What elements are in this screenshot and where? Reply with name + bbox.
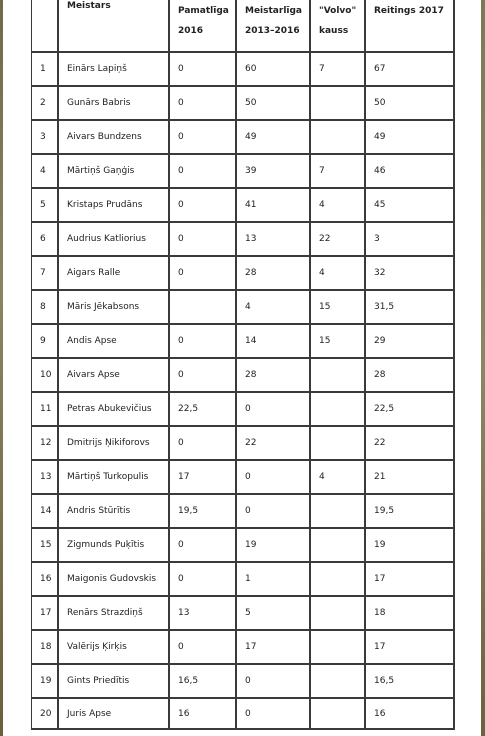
- cell-meistarliga-2013-2016: 19: [237, 529, 311, 563]
- cell-reitings-2017: 67: [366, 53, 455, 87]
- cell-volvo-kauss: 4: [311, 461, 366, 495]
- cell-reitings-2017: 3: [366, 223, 455, 257]
- cell-number: 18: [32, 631, 59, 665]
- table-row: [32, 665, 455, 699]
- cell-volvo-kauss: 4: [311, 189, 366, 223]
- cell-number: 16: [32, 563, 59, 597]
- cell-reitings-2017: 18: [366, 597, 455, 631]
- cell-reitings-2017: 17: [366, 563, 455, 597]
- cell-reitings-2017: 19,5: [366, 495, 455, 529]
- cell-number: 15: [32, 529, 59, 563]
- table-row: [32, 291, 455, 325]
- cell-pamatliga-2016: 22,5: [170, 393, 237, 427]
- cell-volvo-kauss: 7: [311, 53, 366, 87]
- ranking-table: [31, 0, 455, 730]
- header-volvo: [311, 0, 366, 53]
- cell-volvo-kauss: [311, 359, 366, 393]
- cell-pamatliga-2016: 17: [170, 461, 237, 495]
- cell-pamatliga-2016: 0: [170, 121, 237, 155]
- header-reitings: Reitings 2017: [366, 0, 455, 53]
- cell-volvo-kauss: [311, 597, 366, 631]
- cell-meistarliga-2013-2016: 0: [237, 699, 311, 730]
- cell-meistars: Mārtiņš Gaņģis: [59, 155, 170, 189]
- cell-pamatliga-2016: 0: [170, 427, 237, 461]
- cell-pamatliga-2016: 0: [170, 359, 237, 393]
- cell-meistarliga-2013-2016: 50: [237, 87, 311, 121]
- cell-volvo-kauss: 15: [311, 291, 366, 325]
- cell-meistars: Einārs Lapiņš: [59, 53, 170, 87]
- table-row: [32, 53, 455, 87]
- cell-volvo-kauss: [311, 393, 366, 427]
- cell-meistarliga-2013-2016: 0: [237, 495, 311, 529]
- cell-reitings-2017: 50: [366, 87, 455, 121]
- cell-number: 3: [32, 121, 59, 155]
- header-volvo-line2: kauss: [319, 26, 349, 36]
- cell-meistars: Petras Abukevičius: [59, 393, 170, 427]
- cell-pamatliga-2016: 0: [170, 155, 237, 189]
- cell-meistarliga-2013-2016: 22: [237, 427, 311, 461]
- cell-number: 6: [32, 223, 59, 257]
- cell-number: 1: [32, 53, 59, 87]
- cell-volvo-kauss: [311, 563, 366, 597]
- cell-reitings-2017: 29: [366, 325, 455, 359]
- cell-meistars: Gints Priedītis: [59, 665, 170, 699]
- cell-pamatliga-2016: 16: [170, 699, 237, 730]
- cell-meistarliga-2013-2016: 28: [237, 359, 311, 393]
- cell-reitings-2017: 45: [366, 189, 455, 223]
- cell-pamatliga-2016: 0: [170, 631, 237, 665]
- cell-pamatliga-2016: 0: [170, 87, 237, 121]
- cell-pamatliga-2016: 0: [170, 529, 237, 563]
- cell-volvo-kauss: [311, 631, 366, 665]
- cell-reitings-2017: 32: [366, 257, 455, 291]
- cell-meistars: Valērijs Ķirķis: [59, 631, 170, 665]
- cell-meistarliga-2013-2016: 14: [237, 325, 311, 359]
- table-row: [32, 359, 455, 393]
- cell-number: 20: [32, 699, 59, 730]
- cell-meistars: Aigars Ralle: [59, 257, 170, 291]
- cell-meistarliga-2013-2016: 4: [237, 291, 311, 325]
- header-meistarliga: [237, 0, 311, 53]
- header-pamatliga-line1: Pamatlīga: [178, 6, 229, 16]
- cell-pamatliga-2016: 16,5: [170, 665, 237, 699]
- header-number: [32, 0, 59, 53]
- cell-number: 17: [32, 597, 59, 631]
- cell-pamatliga-2016: 0: [170, 563, 237, 597]
- cell-reitings-2017: 46: [366, 155, 455, 189]
- cell-number: 7: [32, 257, 59, 291]
- table-row: [32, 699, 455, 730]
- cell-volvo-kauss: [311, 87, 366, 121]
- cell-meistarliga-2013-2016: 49: [237, 121, 311, 155]
- cell-volvo-kauss: 7: [311, 155, 366, 189]
- page-edge-left: [0, 0, 3, 736]
- cell-pamatliga-2016: 0: [170, 223, 237, 257]
- cell-meistars: Māris Jēkabsons: [59, 291, 170, 325]
- cell-reitings-2017: 31,5: [366, 291, 455, 325]
- cell-reitings-2017: 21: [366, 461, 455, 495]
- cell-number: 11: [32, 393, 59, 427]
- cell-meistarliga-2013-2016: 41: [237, 189, 311, 223]
- cell-reitings-2017: 17: [366, 631, 455, 665]
- cell-pamatliga-2016: 0: [170, 53, 237, 87]
- cell-meistars: Juris Apse: [59, 699, 170, 730]
- cell-meistars: Mārtiņš Turkopulis: [59, 461, 170, 495]
- header-meistarliga-line2: 2013–2016: [245, 26, 300, 36]
- cell-volvo-kauss: [311, 495, 366, 529]
- cell-reitings-2017: 22,5: [366, 393, 455, 427]
- cell-meistars: Aivars Bundzens: [59, 121, 170, 155]
- table-row: [32, 155, 455, 189]
- cell-reitings-2017: 16: [366, 699, 455, 730]
- cell-meistarliga-2013-2016: 0: [237, 461, 311, 495]
- table-row: [32, 461, 455, 495]
- cell-pamatliga-2016: 13: [170, 597, 237, 631]
- cell-meistarliga-2013-2016: 5: [237, 597, 311, 631]
- cell-reitings-2017: 49: [366, 121, 455, 155]
- cell-reitings-2017: 22: [366, 427, 455, 461]
- header-meistars: Meistars: [59, 0, 170, 53]
- table-row: [32, 223, 455, 257]
- cell-volvo-kauss: [311, 427, 366, 461]
- cell-reitings-2017: 28: [366, 359, 455, 393]
- cell-meistars: Maigonis Gudovskis: [59, 563, 170, 597]
- header-volvo-line1: "Volvo": [319, 6, 357, 16]
- cell-volvo-kauss: [311, 121, 366, 155]
- cell-volvo-kauss: 22: [311, 223, 366, 257]
- cell-volvo-kauss: 4: [311, 257, 366, 291]
- table-row: [32, 597, 455, 631]
- cell-volvo-kauss: [311, 529, 366, 563]
- cell-meistars: Gunārs Babris: [59, 87, 170, 121]
- header-pamatliga: [170, 0, 237, 53]
- cell-meistarliga-2013-2016: 60: [237, 53, 311, 87]
- cell-pamatliga-2016: [170, 291, 237, 325]
- table-row: [32, 495, 455, 529]
- cell-pamatliga-2016: 19,5: [170, 495, 237, 529]
- cell-meistars: Audrius Katliorius: [59, 223, 170, 257]
- cell-meistarliga-2013-2016: 28: [237, 257, 311, 291]
- table-row: [32, 87, 455, 121]
- header-meistarliga-line1: Meistarlīga: [245, 6, 303, 16]
- cell-meistars: Andis Apse: [59, 325, 170, 359]
- cell-meistars: Aivars Apse: [59, 359, 170, 393]
- cell-number: 8: [32, 291, 59, 325]
- cell-number: 12: [32, 427, 59, 461]
- cell-meistars: Renārs Strazdiņš: [59, 597, 170, 631]
- cell-meistarliga-2013-2016: 17: [237, 631, 311, 665]
- table-row: [32, 563, 455, 597]
- cell-meistarliga-2013-2016: 0: [237, 665, 311, 699]
- cell-volvo-kauss: [311, 699, 366, 730]
- cell-number: 13: [32, 461, 59, 495]
- table-row: [32, 631, 455, 665]
- cell-number: 4: [32, 155, 59, 189]
- table-row: [32, 427, 455, 461]
- cell-meistarliga-2013-2016: 39: [237, 155, 311, 189]
- cell-number: 19: [32, 665, 59, 699]
- cell-meistars: Zigmunds Puķītis: [59, 529, 170, 563]
- cell-reitings-2017: 19: [366, 529, 455, 563]
- cell-pamatliga-2016: 0: [170, 189, 237, 223]
- table-row: [32, 325, 455, 359]
- table-row: [32, 393, 455, 427]
- ranking-table-container: [31, 0, 454, 730]
- table-row: [32, 121, 455, 155]
- cell-volvo-kauss: [311, 665, 366, 699]
- cell-pamatliga-2016: 0: [170, 257, 237, 291]
- cell-number: 10: [32, 359, 59, 393]
- cell-reitings-2017: 16,5: [366, 665, 455, 699]
- cell-number: 5: [32, 189, 59, 223]
- table-header-row: [32, 0, 455, 53]
- cell-meistars: Kristaps Prudāns: [59, 189, 170, 223]
- table-body: [32, 53, 455, 730]
- cell-number: 2: [32, 87, 59, 121]
- cell-meistarliga-2013-2016: 1: [237, 563, 311, 597]
- cell-meistarliga-2013-2016: 0: [237, 393, 311, 427]
- cell-meistars: Dmitrijs Ņikiforovs: [59, 427, 170, 461]
- table-row: [32, 529, 455, 563]
- cell-number: 14: [32, 495, 59, 529]
- header-pamatliga-line2: 2016: [178, 26, 204, 36]
- cell-meistarliga-2013-2016: 13: [237, 223, 311, 257]
- cell-volvo-kauss: 15: [311, 325, 366, 359]
- page-edge-right: [481, 0, 485, 736]
- table-row: [32, 257, 455, 291]
- cell-number: 9: [32, 325, 59, 359]
- cell-pamatliga-2016: 0: [170, 325, 237, 359]
- cell-meistars: Andris Stūrītis: [59, 495, 170, 529]
- table-row: [32, 189, 455, 223]
